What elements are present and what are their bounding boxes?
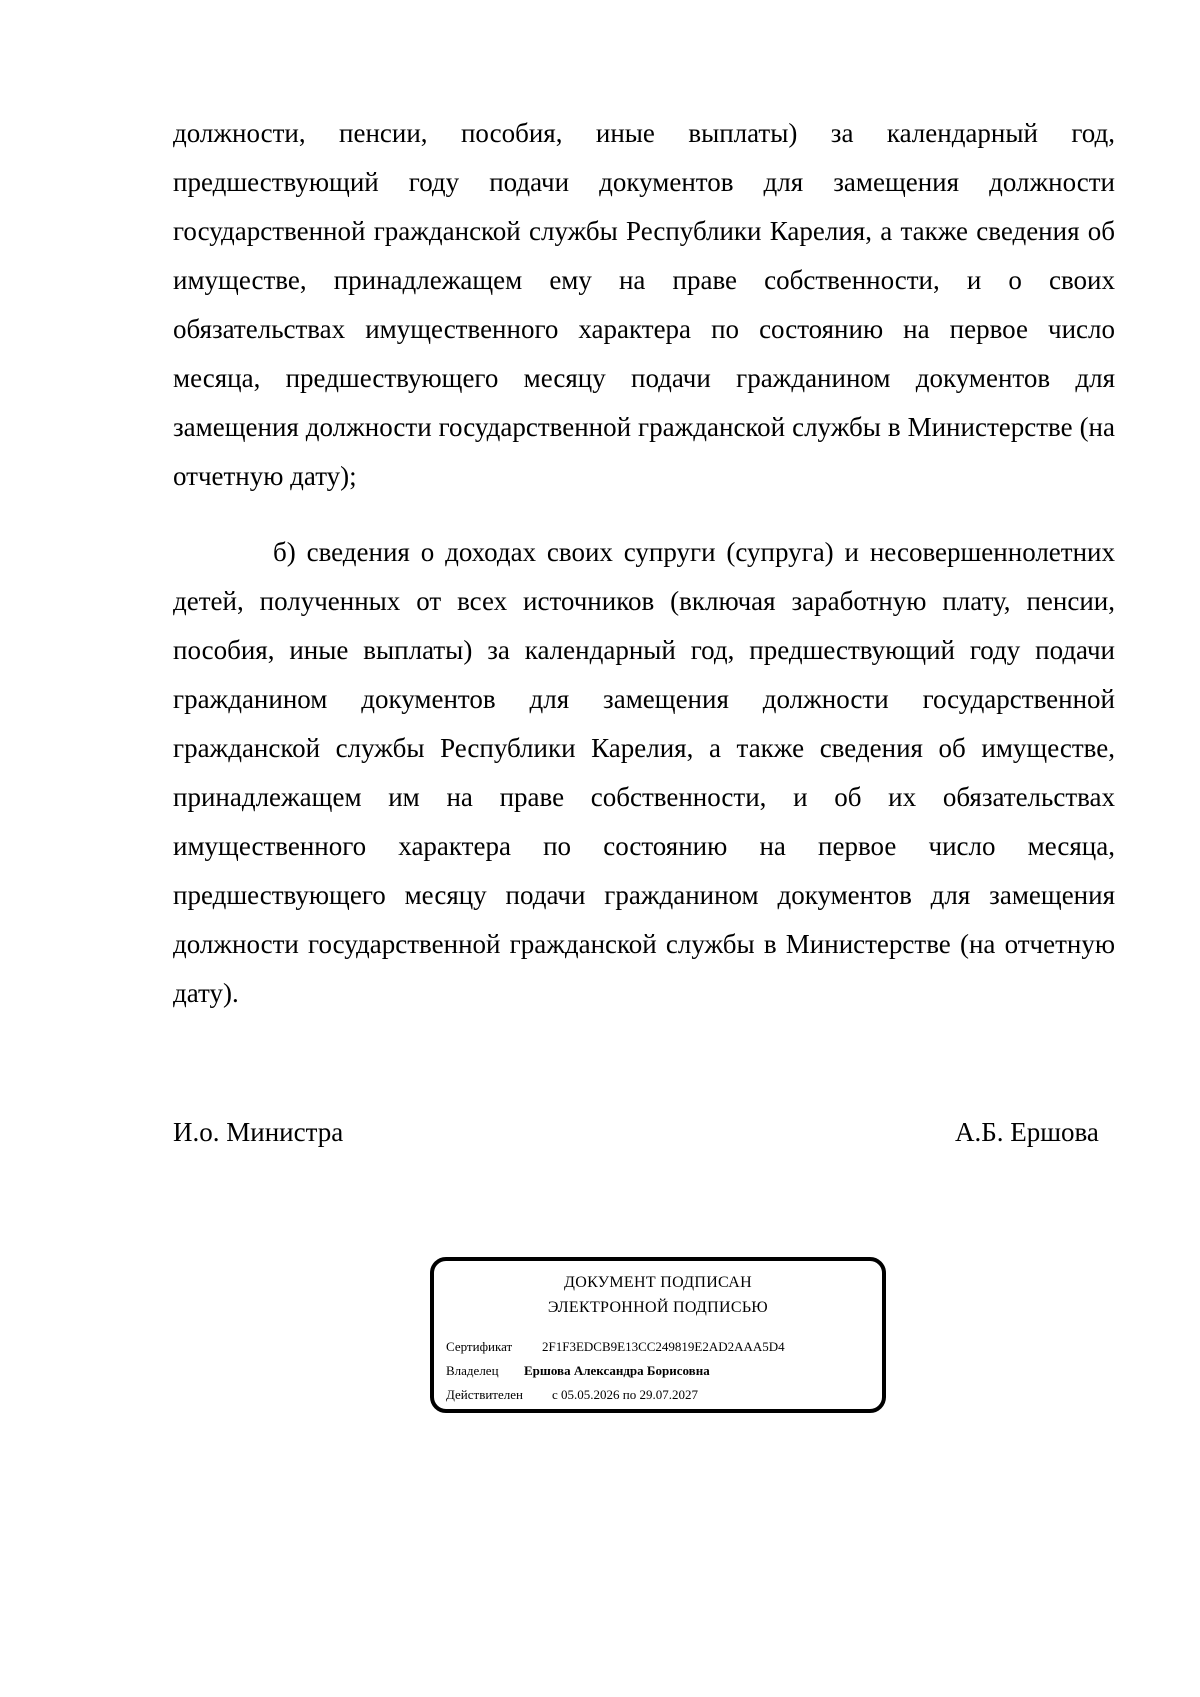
stamp-certificate-row: [446, 1339, 785, 1355]
stamp-title-line1: ДОКУМЕНТ ПОДПИСАН: [564, 1274, 752, 1291]
valid-value: с 05.05.2026 по 29.07.2027: [552, 1387, 698, 1402]
stamp-title-line2: ЭЛЕКТРОННОЙ ПОДПИСЬЮ: [547, 1299, 769, 1316]
certificate-value: 2F1F3EDCB9E13CC249819E2AD2AAA5D4: [542, 1339, 785, 1354]
paragraph-a: должности, пенсии, пособия, иные выплаты) за календарный год, предшествующий году подачи документов для замещения должности государственной гражданской службы Республики Карелия, а также сведения об имуществе, принадлежащем ему на праве собственности, и о своих обязательствах имущественного характера по состоянию на первое число месяца, предшествующего месяцу подачи гражданином документов для замещения должности государственной гражданской службы в Министерстве (на отчетную дату);: [173, 118, 1115, 491]
stamp-validity-row: [446, 1387, 698, 1403]
stamp-owner-row: [446, 1363, 710, 1379]
paragraph-b: б) сведения о доходах своих супруги (супруга) и несовершеннолетних детей, полученных от всех источников (включая заработную плату, пенсии, пособия, иные выплаты) за календарный год, предшествующий году подачи гражданином документов для замещения должности государственной гражданской службы Республики Карелия, а также сведения об имуществе, принадлежащем им на праве собственности, и об их обязательствах имущественного характера по состоянию на первое число месяца, предшествующего месяцу подачи гражданином документов для замещения должности государственной гражданской службы в Министерстве (на отчетную дату).: [173, 537, 1115, 1008]
owner-value: Ершова Александра Борисовна: [524, 1363, 710, 1378]
electronic-signature-stamp: [430, 1257, 886, 1413]
signatory-name: А.Б. Ершова: [955, 1117, 1099, 1147]
signatory-position: И.о. Министра: [173, 1117, 344, 1147]
valid-label: Действителен: [446, 1387, 523, 1402]
owner-label: Владелец: [446, 1363, 499, 1378]
certificate-label: Сертификат: [446, 1339, 513, 1354]
